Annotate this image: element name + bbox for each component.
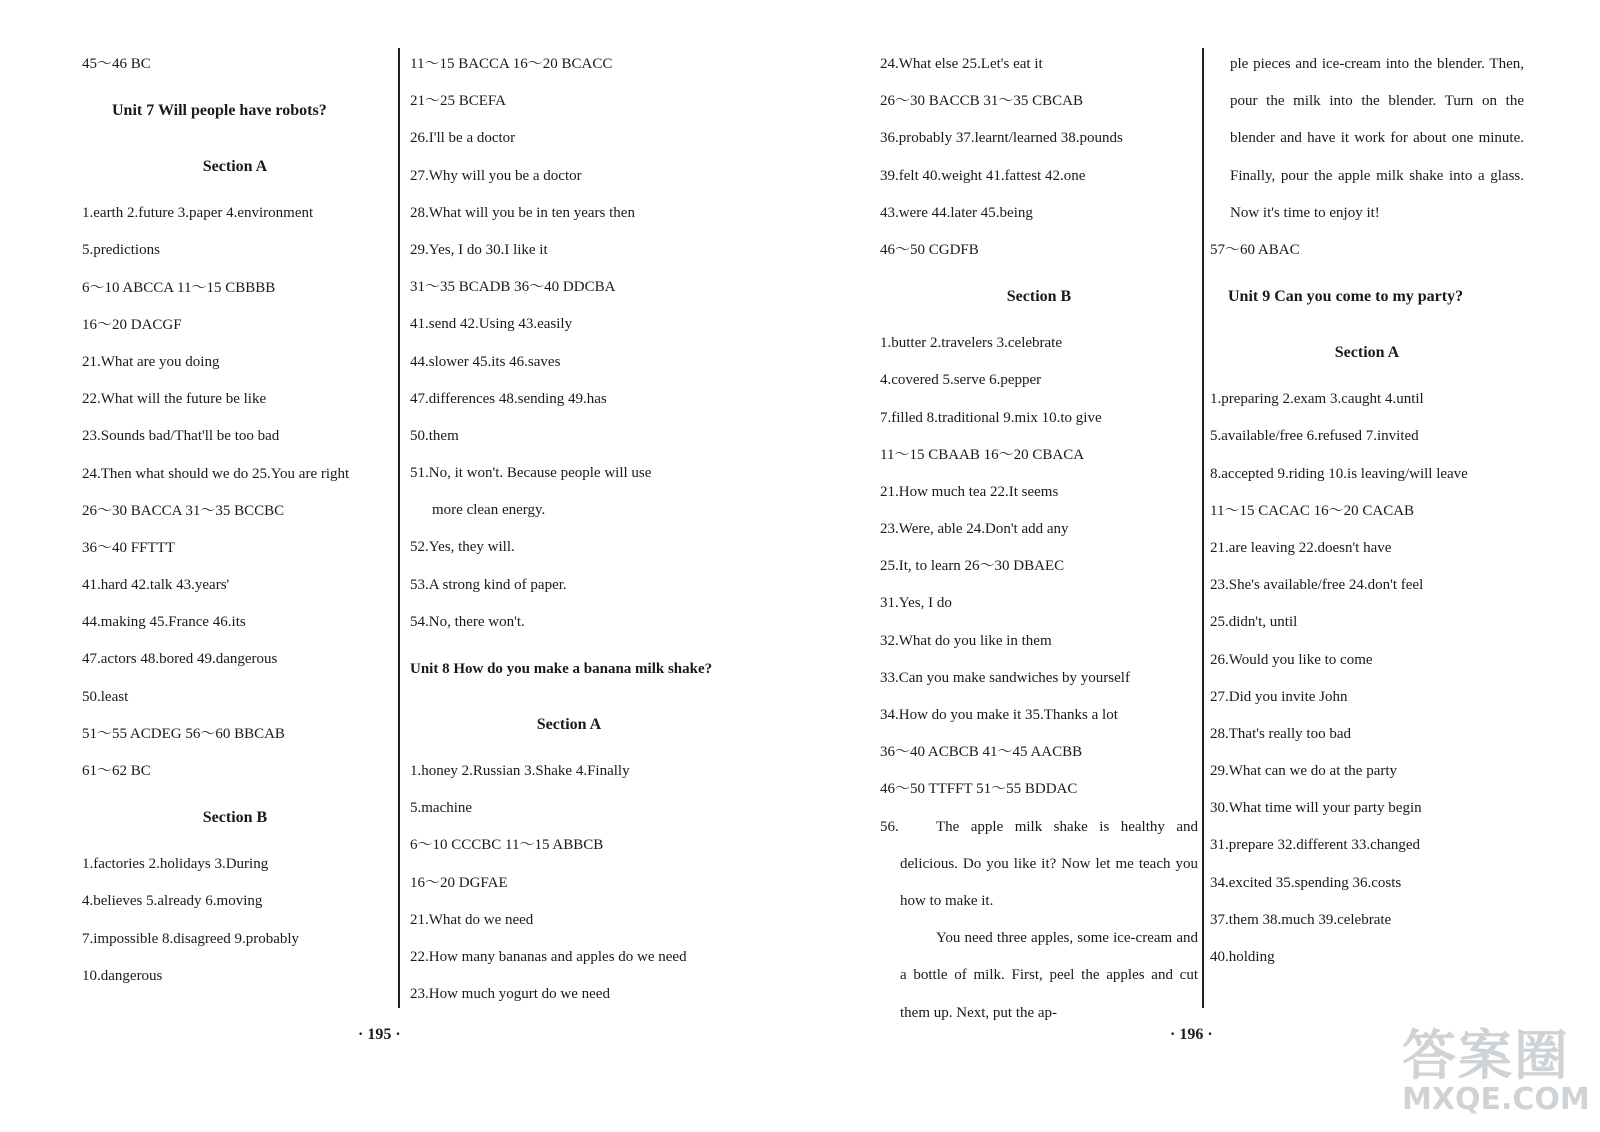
answer-line: 54.No, there won't. bbox=[410, 613, 525, 630]
answer-line: 22.What will the future be like bbox=[82, 391, 267, 408]
answer-line: 23.Sounds bad/That'll be too bad bbox=[82, 428, 280, 445]
answer-line: 16～20 DGFAE bbox=[410, 874, 508, 891]
answer-line: 21.What do we need bbox=[410, 911, 534, 928]
answer-line: 29.What can we do at the party bbox=[1210, 763, 1398, 780]
answer-line: 16～20 DACGF bbox=[82, 316, 182, 333]
answer-line: 41.hard 42.talk 43.years' bbox=[82, 577, 230, 594]
answer-line: 36～40 FFTTT bbox=[82, 539, 175, 556]
answer-line: 34.excited 35.spending 36.costs bbox=[1210, 874, 1402, 891]
answer-line: 5.available/free 6.refused 7.invited bbox=[1210, 428, 1419, 445]
answer-line: 39.felt 40.weight 41.fattest 42.one bbox=[880, 167, 1086, 184]
answer-line: 57～60 ABAC bbox=[1210, 242, 1300, 259]
answer-line: 46～50 TTFFT 51～55 BDDAC bbox=[880, 781, 1078, 798]
answer-line: 26.Would you like to come bbox=[1210, 651, 1373, 668]
answer-line: 29.Yes, I do 30.I like it bbox=[410, 241, 548, 258]
answer-line: 51～55 ACDEG 56～60 BBCAB bbox=[82, 725, 285, 742]
section-a-heading: Section A bbox=[1334, 344, 1400, 362]
answer-line: 44.making 45.France 46.its bbox=[82, 614, 246, 631]
answer-line: 34.How do you make it 35.Thanks a lot bbox=[880, 707, 1118, 723]
answer-line: 6～10 CCCBC 11～15 ABBCB bbox=[410, 837, 604, 854]
answer-line: 1.butter 2.travelers 3.celebrate bbox=[880, 335, 1062, 352]
writing-paragraph: The apple milk shake is healthy and delicious. Do you like it? Now let me teach you how to make it. bbox=[900, 818, 1198, 909]
answer-line: 23.Were, able 24.Don't add any bbox=[880, 521, 1069, 538]
answer-line: 25.didn't, until bbox=[1210, 614, 1298, 631]
answer-line: 26.I'll be a doctor bbox=[410, 130, 516, 147]
answer-line: 1.preparing 2.exam 3.caught 4.until bbox=[1210, 391, 1424, 408]
answer-line: 1.earth 2.future 3.paper 4.environment bbox=[82, 205, 314, 222]
unit-9-heading: Unit 9 Can you come to my party? bbox=[1228, 288, 1464, 306]
unit-7-heading: Unit 7 Will people have robots? bbox=[112, 102, 327, 120]
answer-line: 21.How much tea 22.It seems bbox=[880, 483, 1059, 500]
answer-line: 50.them bbox=[410, 427, 459, 444]
answer-line: 30.What time will your party begin bbox=[1210, 800, 1422, 817]
page-number-right: · 196 · bbox=[1170, 1026, 1213, 1043]
answer-line: 51.No, it won't. Because people will use bbox=[410, 465, 652, 482]
column-divider-left bbox=[398, 48, 400, 1008]
answer-line: 6～10 ABCCA 11～15 CBBBB bbox=[82, 279, 276, 296]
section-b-heading: Section B bbox=[202, 809, 268, 827]
answer-line: 31～35 BCADB 36～40 DDCBA bbox=[410, 279, 616, 296]
answer-line: 28.What will you be in ten years then bbox=[410, 204, 635, 221]
watermark-title: 答案圈 bbox=[1402, 1024, 1570, 1087]
answer-line: 21.What are you doing bbox=[82, 353, 220, 370]
column-3 bbox=[880, 46, 1198, 1032]
answer-line: 7.impossible 8.disagreed 9.probably bbox=[82, 930, 300, 947]
answer-line: 47.differences 48.sending 49.has bbox=[410, 390, 607, 407]
watermark-url: MXQE.COM bbox=[1402, 1082, 1590, 1117]
answer-line: 11～15 CACAC 16～20 CACAB bbox=[1210, 502, 1415, 519]
answer-line: 53.A strong kind of paper. bbox=[410, 576, 567, 593]
writing-paragraph: You need three apples, some ice-cream and a bottle of milk. First, peel the apples and cut them up. Next, put the ap- bbox=[900, 930, 1198, 1021]
answer-line: 4.covered 5.serve 6.pepper bbox=[880, 372, 1042, 389]
answer-line: 24.What else 25.Let's eat it bbox=[880, 56, 1043, 72]
answer-line: 8.accepted 9.riding 10.is leaving/will leave bbox=[1210, 465, 1468, 482]
answer-line: 1.factories 2.holidays 3.During bbox=[82, 856, 269, 873]
answer-line: 4.believes 5.already 6.moving bbox=[82, 893, 263, 910]
section-b-heading: Section B bbox=[1006, 288, 1072, 306]
answer-line: 46～50 CGDFB bbox=[880, 241, 979, 258]
answer-line: 36.probably 37.learnt/learned 38.pounds bbox=[880, 130, 1123, 147]
section-a-heading: Section A bbox=[202, 158, 268, 176]
answer-line: 44.slower 45.its 46.saves bbox=[410, 353, 561, 370]
answer-line: 21.are leaving 22.doesn't have bbox=[1210, 539, 1392, 556]
answer-line: 32.What do you like in them bbox=[880, 632, 1052, 649]
page-number-left: · 195 · bbox=[358, 1026, 401, 1043]
answer-line: 37.them 38.much 39.celebrate bbox=[1210, 911, 1392, 928]
answer-line: 43.were 44.later 45.being bbox=[880, 204, 1033, 221]
question-number: 56. bbox=[880, 818, 899, 835]
answer-line: 61～62 BC bbox=[82, 763, 151, 779]
answer-line: 21～25 BCEFA bbox=[410, 93, 506, 110]
answer-line: 10.dangerous bbox=[82, 967, 163, 984]
column-2 bbox=[410, 46, 728, 1013]
answer-line: 7.filled 8.traditional 9.mix 10.to give bbox=[880, 409, 1102, 426]
answer-line: 25.It, to learn 26～30 DBAEC bbox=[880, 558, 1065, 575]
answer-line: 11～15 BACCA 16～20 BCACC bbox=[410, 56, 613, 72]
answer-line: 23.How much yogurt do we need bbox=[410, 986, 610, 1003]
answer-line: 27.Why will you be a doctor bbox=[410, 167, 582, 184]
answer-line: 31.prepare 32.different 33.changed bbox=[1210, 837, 1421, 854]
answer-line: 52.Yes, they will. bbox=[410, 539, 515, 556]
section-a-heading: Section A bbox=[536, 716, 602, 733]
answer-line: 27.Did you invite John bbox=[1210, 688, 1348, 705]
answer-line: 50.least bbox=[82, 688, 129, 705]
answer-line: 11～15 CBAAB 16～20 CBACA bbox=[880, 446, 1085, 463]
answer-line: 26～30 BACCA 31～35 BCCBC bbox=[82, 502, 285, 519]
unit-8-heading: Unit 8 How do you make a banana milk shake? bbox=[410, 661, 713, 677]
watermark-logo bbox=[1402, 1024, 1590, 1120]
writing-paragraph-continued: ple pieces and ice-cream into the blender. Then, pour the milk into the blender. Turn on the blender and have it work for about one minute. Finally, pour the apple milk shake into a glass. Now it's time to enjoy it! bbox=[1230, 56, 1524, 221]
column-1 bbox=[82, 46, 388, 995]
answer-line: 47.actors 48.bored 49.dangerous bbox=[82, 651, 278, 668]
writing-answer-56 bbox=[880, 809, 1198, 1032]
answer-line: 40.holding bbox=[1210, 949, 1275, 966]
answer-line: 5.predictions bbox=[82, 242, 160, 259]
column-divider-right bbox=[1202, 48, 1204, 1008]
answer-line: 1.honey 2.Russian 3.Shake 4.Finally bbox=[410, 763, 630, 779]
column-4 bbox=[1210, 46, 1524, 976]
answer-line: 31.Yes, I do bbox=[880, 595, 952, 612]
answer-line: 24.Then what should we do 25.You are right bbox=[82, 465, 350, 482]
answer-line: more clean energy. bbox=[432, 502, 546, 519]
answer-line: 22.How many bananas and apples do we need bbox=[410, 948, 687, 965]
answer-line: 5.machine bbox=[410, 800, 473, 817]
answer-line: 33.Can you make sandwiches by yourself bbox=[880, 669, 1130, 686]
answer-line: 23.She's available/free 24.don't feel bbox=[1210, 577, 1424, 594]
answer-line: 28.That's really too bad bbox=[1210, 725, 1351, 742]
answer-line: 45～46 BC bbox=[82, 56, 151, 72]
answer-line: 36～40 ACBCB 41～45 AACBB bbox=[880, 744, 1083, 761]
answer-line: 41.send 42.Using 43.easily bbox=[410, 316, 573, 333]
answer-line: 26～30 BACCB 31～35 CBCAB bbox=[880, 93, 1083, 110]
